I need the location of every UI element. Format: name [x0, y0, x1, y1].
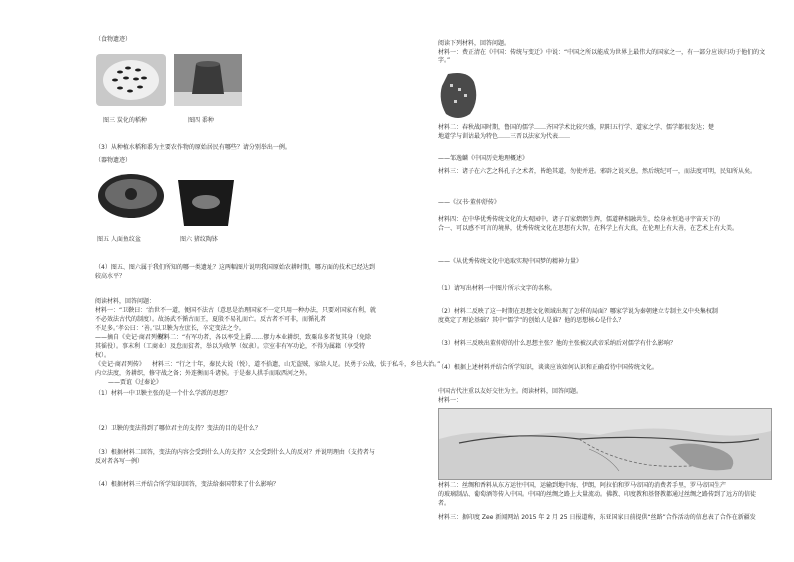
material-3-line1: 材料三：“行之十年，秦民大说（悦），道不拾遗，山无盗贼，家给人足。民勇于公战，怯于私斗，乡邑大治。”: [152, 361, 441, 368]
label-utensil-remains: （器物遗迹）: [95, 157, 132, 164]
material-2-line2: 其徭役）。事末利（工商业）及怠而贫者，举以为收孥（奴隶）。宗室非有军功论，不得为属籍（享受特: [95, 343, 366, 350]
right-material-2b-line3: 者。: [438, 500, 451, 507]
right-material-2b-line1: 材料二：丝绸和香料从东方运往中国，运输到地中海、伊朗，阿拉伯和罗马帝国的消费者手里，罗马帝国生产: [438, 482, 727, 489]
image-face-fish-basin: [96, 172, 166, 228]
question-3-crops: （3）从种植水稻和黍为主要农作物的原始居民有哪些？请分别举出一例。: [95, 144, 291, 151]
right-material-3: 材料三：诸子在六艺之科孔子之术者，皆绝其道，勿使并进。邪辟之说灭息，然后统纪可一，而法度可明，民知所从矣。: [438, 168, 757, 175]
question-3b-line1: （3）根据材料二回答，变法的内容会受到什么人的支持？又会受到什么人的反对？并说明理由（支持者与: [95, 449, 375, 456]
right-material-2b-line2: 的玻璃制品、葡萄酒等传入中国。中国的丝绸之路上大量流动。佛教、印度教和基督教都通过丝绸之路传到了远方的信徒: [438, 491, 757, 498]
material-2-line3: 权）。: [95, 352, 111, 359]
right-material-2-line2: 地道学与训诂最为特色……三晋以法家为代表……: [438, 133, 571, 140]
right-question-3: （3）材料三反映出董仲舒的什么思想主张？他的主张被汉武帝采纳后对儒学有什么影响？: [438, 340, 676, 347]
question-2-monarch: （2）卫鞅的变法得到了哪位君主的支持？变法的目的是什么？: [95, 425, 261, 432]
right-read-intro: 阅读下列材料，回答问题。: [438, 40, 511, 47]
right-material-3b: 材料三：据印度 Zee 新闻网站 2015 年 2 月 25 日报道称，东亚国家日前提供“丝路”合作活动的信息表了合作在新疆发: [438, 514, 756, 521]
image-pig-pottery-bowl: [176, 176, 236, 230]
right-material-1: 材料一：费正清在《中国：传统与变迁》中说：“中国之所以能成为世界上最伟大的国家之一，有一部分应该归功于他们的文字。”: [438, 49, 766, 64]
material-3-source: 《史记·商君列传》: [95, 361, 145, 368]
right-question-2-line2: 度奠定了理论基础？其中“儒学”的创始人是谁？他的思想核心是什么？: [438, 317, 625, 324]
right-material-4-line1: 材料四：在中华优秀传统文化的大观园中，诸子百家熠熠生辉，儒道释相融共生，绘身永恒追寻宇宙天下的: [438, 216, 721, 223]
pig-bowl-icon: [176, 176, 236, 230]
question-1-school: （1）材料一中卫鞅主张的是一个什么学派的思想？: [95, 390, 231, 397]
question-4-line1: （4）图五、图六属于我们所知的哪一类遗址？这两幅图片说明我国原始农耕时期，哪方面的技术已经达到: [95, 264, 375, 271]
image-millet: [174, 54, 242, 106]
image-silk-road-map: [438, 408, 772, 480]
material-3-line2: 内立法度，务耕织，修守战之备；外连衡而斗诸侯。于是秦人拱手而取西河之外。: [95, 370, 312, 377]
label-food-remains: （食物遗迹）: [95, 36, 132, 43]
basin-icon: [96, 172, 166, 228]
right-material-4-line2: 合一、可以感不可言的境界，优秀传统文化在思想有大智，在科学上有大真，在伦理上有大善，在艺术上有大美。: [438, 225, 739, 232]
image-oracle-bone: [438, 70, 480, 122]
right-material-2-source: ——邹逸麟《中国历史地理概述》: [438, 155, 529, 162]
rice-grains-icon: [96, 54, 166, 106]
material-1-line2: 不必效法古代的制度）。故汤武不循古而王，夏殷不易礼而亡。反古者不可非，而循礼者: [95, 316, 327, 323]
question-4b-impact: （4）根据材料三并结合所学知识回答，变法给秦国带来了什么影响？: [95, 481, 279, 488]
right-material-3-source: ——《汉书·董仲舒传》: [438, 199, 500, 206]
material-3-line3: ——贾谊《过秦论》: [108, 379, 163, 386]
caption-image-4: 图四 黍种: [188, 117, 214, 124]
right-question-1: （1）请写出材料一中图片所示文字的名称。: [438, 285, 556, 292]
material-1-source: ——摘自《史记·商君列传》: [95, 334, 169, 341]
material-1-line3: 不足多。’孝公曰：‘善。’以卫鞅为左庶长，卒定变法之令。: [95, 325, 245, 332]
millet-jar-icon: [174, 54, 242, 106]
question-4-line2: 较高水平？: [95, 273, 126, 280]
material-2-line1: 材料二：“有军功者，各以率受上爵……僇力本业耕织，致粟帛多者复其身（免除: [158, 334, 372, 341]
right-question-4: （4）根据上述材料并结合所学知识，谈谈应该如何认识和正确看待中国传统文化。: [438, 364, 658, 371]
right-question-2-line1: （2）材料二反映了这一时期在思想文化领域出现了怎样的局面？哪家学说为秦朝建立专制主义中央集权制: [438, 308, 718, 315]
caption-image-6: 图六 猪纹陶钵: [180, 236, 218, 243]
question-3b-line2: 反对者各写一例）: [95, 458, 144, 465]
right-read-intro-2: 中国古代注重以友好交往为主。阅读材料，回答问题。: [438, 388, 583, 395]
silk-road-map-icon: [439, 409, 771, 479]
caption-image-3: 图三 炭化的稻种: [103, 117, 147, 124]
read-intro: 阅读材料，回答问题：: [95, 298, 156, 305]
oracle-bone-icon: [438, 70, 480, 122]
right-material-1b-label: 材料一：: [438, 397, 463, 404]
image-carbonized-rice: [96, 54, 166, 106]
right-material-2-line1: 材料二：春秋战国时期，鲁国的儒学……齐国学术比较兴盛，阴阳五行学、道家之学、儒学都很发达；楚: [438, 124, 715, 131]
material-1-line1: 材料一：“卫鞅曰：‘治世不一道，便国不法古（意思是治理国家不一定只用一种办法，只要对国家有利，就: [95, 307, 377, 314]
right-material-4-source: ——《从优秀传统文化中追取实现中国梦的精神力量》: [438, 258, 583, 265]
caption-image-5: 图五 人面鱼纹盆: [97, 236, 141, 243]
